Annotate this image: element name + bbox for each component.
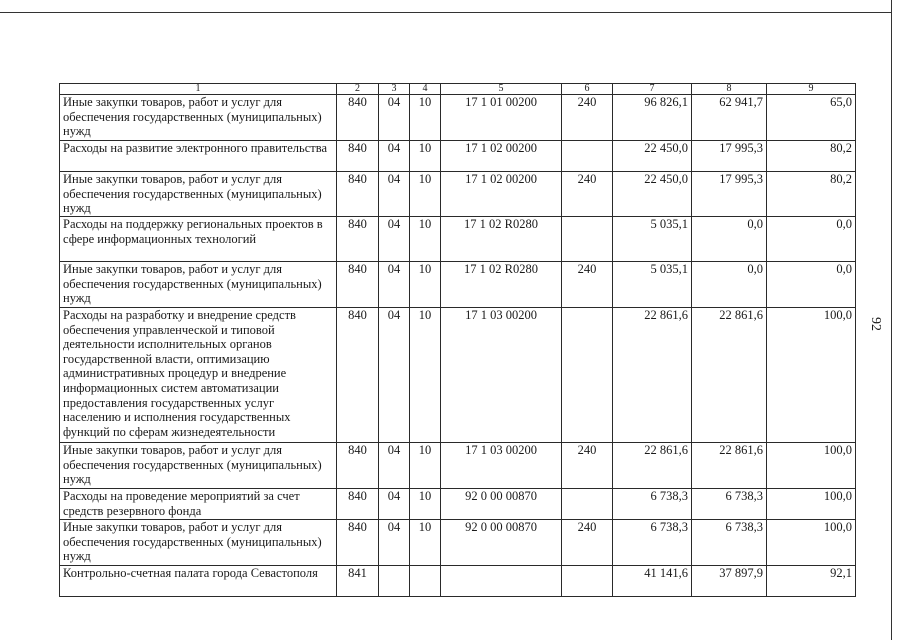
code-cell: 840 xyxy=(337,172,379,217)
expense-type-cell xyxy=(562,141,613,172)
code-cell: 840 xyxy=(337,217,379,262)
row-name-cell: Иные закупки товаров, работ и услуг для обеспечения государственных (муниципальных) нужд xyxy=(60,443,337,489)
section-cell xyxy=(379,566,410,597)
actual-amount-cell: 17 995,3 xyxy=(692,172,767,217)
section-cell: 04 xyxy=(379,308,410,443)
section-cell: 04 xyxy=(379,95,410,141)
subsection-cell: 10 xyxy=(410,262,441,308)
subsection-cell: 10 xyxy=(410,172,441,217)
percent-cell: 100,0 xyxy=(767,443,856,489)
subsection-cell: 10 xyxy=(410,520,441,566)
code-cell: 841 xyxy=(337,566,379,597)
expense-type-cell xyxy=(562,308,613,443)
section-cell: 04 xyxy=(379,262,410,308)
expense-type-cell: 240 xyxy=(562,262,613,308)
column-header: 7 xyxy=(613,84,692,95)
table-row xyxy=(60,566,856,597)
column-header: 8 xyxy=(692,84,767,95)
actual-amount-cell: 0,0 xyxy=(692,262,767,308)
plan-amount-cell: 41 141,6 xyxy=(613,566,692,597)
table-row xyxy=(60,443,856,489)
subsection-cell xyxy=(410,566,441,597)
section-cell: 04 xyxy=(379,443,410,489)
row-name-cell: Иные закупки товаров, работ и услуг для обеспечения государственных (муниципальных) нужд xyxy=(60,520,337,566)
scan-frame-top xyxy=(0,0,905,13)
target-article-cell: 17 1 02 00200 xyxy=(441,172,562,217)
actual-amount-cell: 22 861,6 xyxy=(692,443,767,489)
table-row xyxy=(60,141,856,172)
code-cell: 840 xyxy=(337,520,379,566)
target-article-cell: 17 1 02 R0280 xyxy=(441,217,562,262)
subsection-cell: 10 xyxy=(410,308,441,443)
plan-amount-cell: 96 826,1 xyxy=(613,95,692,141)
column-header: 6 xyxy=(562,84,613,95)
section-cell: 04 xyxy=(379,217,410,262)
column-header: 5 xyxy=(441,84,562,95)
percent-cell: 80,2 xyxy=(767,172,856,217)
subsection-cell: 10 xyxy=(410,489,441,520)
code-cell: 840 xyxy=(337,95,379,141)
column-header: 2 xyxy=(337,84,379,95)
percent-cell: 65,0 xyxy=(767,95,856,141)
plan-amount-cell: 22 450,0 xyxy=(613,141,692,172)
target-article-cell: 17 1 02 R0280 xyxy=(441,262,562,308)
row-name-cell: Иные закупки товаров, работ и услуг для обеспечения государственных (муниципальных) нужд xyxy=(60,95,337,141)
row-name-cell: Расходы на развитие электронного правительства xyxy=(60,141,337,172)
budget-table xyxy=(59,83,856,597)
scan-frame-right xyxy=(891,0,905,640)
table-row xyxy=(60,262,856,308)
percent-cell: 100,0 xyxy=(767,489,856,520)
expense-type-cell xyxy=(562,217,613,262)
expense-type-cell: 240 xyxy=(562,95,613,141)
row-name-cell: Иные закупки товаров, работ и услуг для обеспечения государственных (муниципальных) нужд xyxy=(60,262,337,308)
percent-cell: 92,1 xyxy=(767,566,856,597)
table-row xyxy=(60,520,856,566)
page-number: 92 xyxy=(868,317,883,331)
row-name-cell: Расходы на поддержку региональных проектов в сфере информационных технологий xyxy=(60,217,337,262)
table-row xyxy=(60,217,856,262)
actual-amount-cell: 17 995,3 xyxy=(692,141,767,172)
target-article-cell: 92 0 00 00870 xyxy=(441,520,562,566)
row-name-cell: Иные закупки товаров, работ и услуг для обеспечения государственных (муниципальных) нужд xyxy=(60,172,337,217)
plan-amount-cell: 22 861,6 xyxy=(613,308,692,443)
column-header: 3 xyxy=(379,84,410,95)
expense-type-cell: 240 xyxy=(562,520,613,566)
expense-type-cell: 240 xyxy=(562,172,613,217)
code-cell: 840 xyxy=(337,489,379,520)
actual-amount-cell: 37 897,9 xyxy=(692,566,767,597)
actual-amount-cell: 6 738,3 xyxy=(692,520,767,566)
expense-type-cell: 240 xyxy=(562,443,613,489)
code-cell: 840 xyxy=(337,141,379,172)
target-article-cell: 92 0 00 00870 xyxy=(441,489,562,520)
plan-amount-cell: 22 450,0 xyxy=(613,172,692,217)
target-article-cell: 17 1 03 00200 xyxy=(441,443,562,489)
subsection-cell: 10 xyxy=(410,443,441,489)
target-article-cell: 17 1 01 00200 xyxy=(441,95,562,141)
row-name-cell: Расходы на разработку и внедрение средств обеспечения управленческой и типовой деятельности исполнительных органов государственной власти, оптимизацию административных процедур и внедрение информационных систем автоматизации предоставления государственных услуг населению и исполнения государственных функций по сферам жизнедеятельности xyxy=(60,308,337,443)
subsection-cell: 10 xyxy=(410,141,441,172)
expense-type-cell xyxy=(562,566,613,597)
target-article-cell: 17 1 03 00200 xyxy=(441,308,562,443)
section-cell: 04 xyxy=(379,141,410,172)
code-cell: 840 xyxy=(337,262,379,308)
column-header: 9 xyxy=(767,84,856,95)
percent-cell: 0,0 xyxy=(767,217,856,262)
actual-amount-cell: 22 861,6 xyxy=(692,308,767,443)
subsection-cell: 10 xyxy=(410,95,441,141)
percent-cell: 0,0 xyxy=(767,262,856,308)
table-row xyxy=(60,489,856,520)
plan-amount-cell: 5 035,1 xyxy=(613,262,692,308)
plan-amount-cell: 5 035,1 xyxy=(613,217,692,262)
table-row xyxy=(60,172,856,217)
column-number-row xyxy=(60,84,856,95)
row-name-cell: Контрольно-счетная палата города Севастополя xyxy=(60,566,337,597)
column-header: 1 xyxy=(60,84,337,95)
table-row xyxy=(60,95,856,141)
column-header: 4 xyxy=(410,84,441,95)
section-cell: 04 xyxy=(379,172,410,217)
percent-cell: 80,2 xyxy=(767,141,856,172)
code-cell: 840 xyxy=(337,443,379,489)
actual-amount-cell: 0,0 xyxy=(692,217,767,262)
subsection-cell: 10 xyxy=(410,217,441,262)
target-article-cell xyxy=(441,566,562,597)
plan-amount-cell: 6 738,3 xyxy=(613,520,692,566)
percent-cell: 100,0 xyxy=(767,308,856,443)
percent-cell: 100,0 xyxy=(767,520,856,566)
section-cell: 04 xyxy=(379,520,410,566)
plan-amount-cell: 22 861,6 xyxy=(613,443,692,489)
section-cell: 04 xyxy=(379,489,410,520)
table-row xyxy=(60,308,856,443)
code-cell: 840 xyxy=(337,308,379,443)
expense-type-cell xyxy=(562,489,613,520)
plan-amount-cell: 6 738,3 xyxy=(613,489,692,520)
row-name-cell: Расходы на проведение мероприятий за счет средств резервного фонда xyxy=(60,489,337,520)
actual-amount-cell: 6 738,3 xyxy=(692,489,767,520)
target-article-cell: 17 1 02 00200 xyxy=(441,141,562,172)
actual-amount-cell: 62 941,7 xyxy=(692,95,767,141)
